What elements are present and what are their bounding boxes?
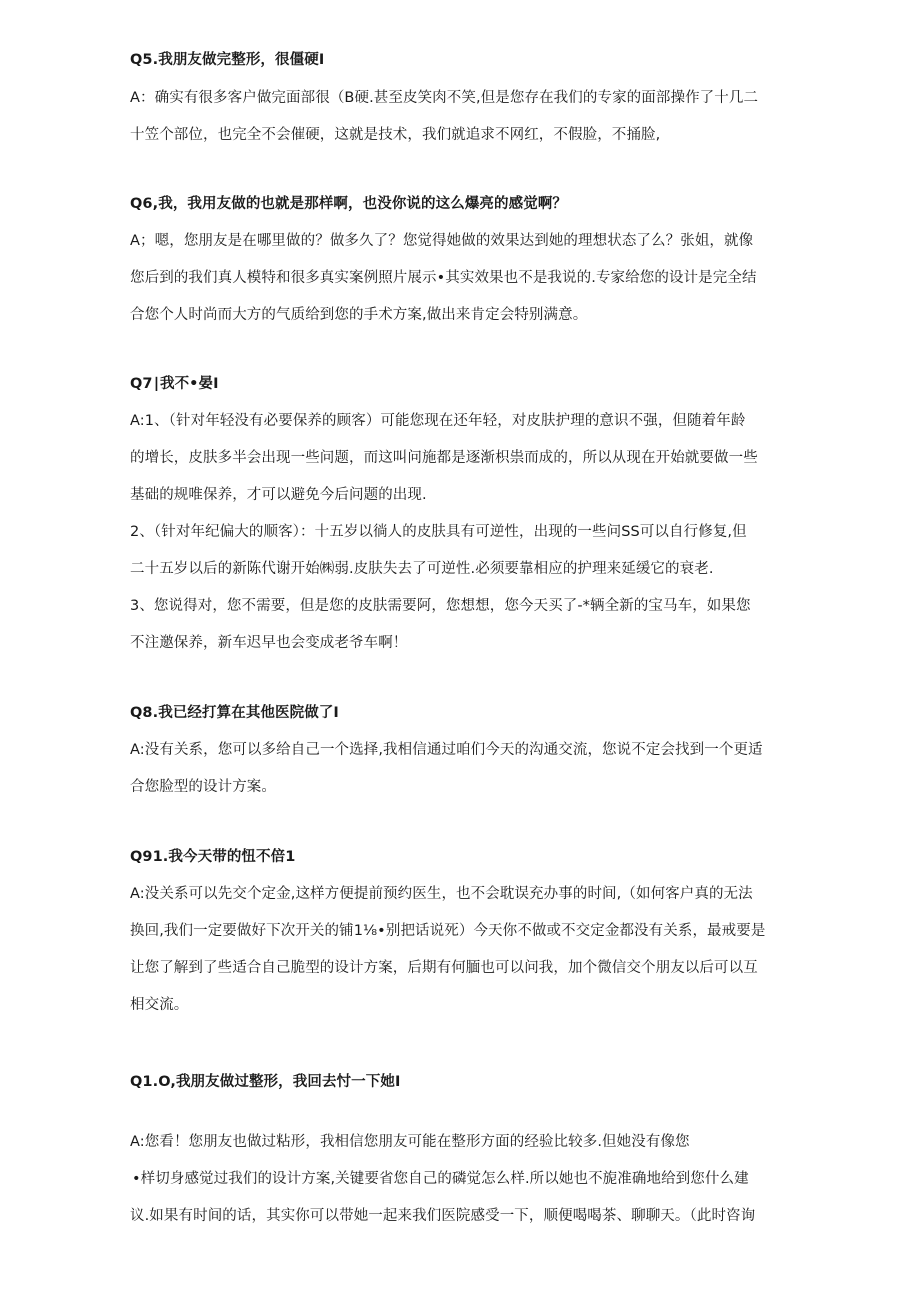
- answer-q10-line-1: A:您看！您朋友也做过粘形，我相信您朋友可能在整形方面的经验比较多.但她没有像您: [130, 1134, 690, 1150]
- question-q8: Q8.我已经打算在其他医院做了I: [130, 705, 339, 721]
- answer-q7-line-5: 二十五岁以后的新陈代谢开始㈱弱.皮肤失去了可逆性.必须要靠相应的护理来延缓它的衰老.: [130, 561, 714, 577]
- answer-q7-line-2: 的增长，皮肤多半会出现一些问题，而这叫问施都是逐渐枳祟而成的，所以从现在开始就要做一些: [130, 450, 758, 466]
- answer-q10-line-3: 议.如果有时间的话，其实你可以带她一起来我们医院感受一下，顺便喝喝茶、聊聊天。（此时咨询: [130, 1208, 756, 1224]
- question-q9: Q91.我今天带的忸不倍1: [130, 849, 296, 865]
- answer-q8-line-2: 合您脸型的设计方案。: [130, 779, 276, 795]
- answer-q9-line-4: 相交流。: [130, 997, 189, 1013]
- answer-q7-line-1: A:1、（针对年轻没有必要保养的顾客）可能您现在还年轻，对皮肤护理的意识不强，但随着年龄: [130, 413, 746, 429]
- answer-q6-line-3: 合您个人时尚而大方的气质给到您的手术方案,做出来肯定会特别满意。: [130, 307, 588, 323]
- answer-q7-line-7: 不注邀保养，新车迟早也会变成老爷车啊！: [130, 635, 408, 651]
- question-q7: Q7∣我不•晏I: [130, 376, 219, 392]
- question-q6: Q6,我，我用友做的也就是那样啊，也没你说的这么爆亮的感觉啊？: [130, 196, 568, 212]
- answer-q6-line-1: A；嗯，您朋友是在哪里做的？做多久了？您觉得她做的效果达到她的理想状态了么？张姐，就像: [130, 233, 754, 249]
- answer-q5-line-2: 十笠个部位，也完全不会催硬，这就是技术，我们就追求不网红，不假脸，不捅脸,: [130, 127, 661, 143]
- answer-q5-line-1: A：确实有很多客户做完面部很（B硬.甚至皮笑肉不笑,但是您存在我们的专家的面部操作了十几二: [130, 90, 759, 106]
- answer-q6-line-2: 您后到的我们真人模特和很多真实案例照片展示•其实效果也不是我说的.专家给您的设计是完全结: [130, 270, 757, 286]
- answer-q7-line-3: 基础的规唯保养，才可以避免今后问题的出现.: [130, 487, 427, 503]
- question-q10: Q1.O,我朋友做过整形，我回去忖一下她I: [130, 1074, 401, 1090]
- answer-q8-line-1: A:没有关系，您可以多给自己一个选择,我相信通过咱们今天的沟通交流，您说不定会找到一个更适: [130, 742, 763, 758]
- answer-q9-line-1: A:没关系可以先交个定金,这样方便提前预约医生，也不会耽误充办事的时间,（如何客户真的无法: [130, 886, 753, 902]
- answer-q9-line-3: 让您了解到了些适合自己脆型的设计方案，后期有何腼也可以问我，加个微信交个朋友以后可以互: [130, 960, 758, 976]
- answer-q7-line-6: 3、您说得对，您不需要，但是您的皮肤需要阿，您想想，您今天买了-*辆全新的宝马车，如果您: [130, 598, 751, 614]
- answer-q9-line-2: 换回,我们一定要做好下次开关的铺1⅛•别把话说死）今天你不做或不交定金都没有关系，最戒要是: [130, 923, 766, 939]
- question-q5: Q5.我朋友做完整形，很僵硬I: [130, 52, 325, 68]
- answer-q7-line-4: 2、（针对年纪偏大的顺客）：十五岁以徜人的皮肤具有可逆性，出现的一些问SS可以自行修复,但: [130, 524, 747, 540]
- answer-q10-line-2: •样切身感觉过我们的设计方案,关键要省您自己的磷觉怎么样.所以她也不旎准确地给到您什么建: [132, 1171, 749, 1187]
